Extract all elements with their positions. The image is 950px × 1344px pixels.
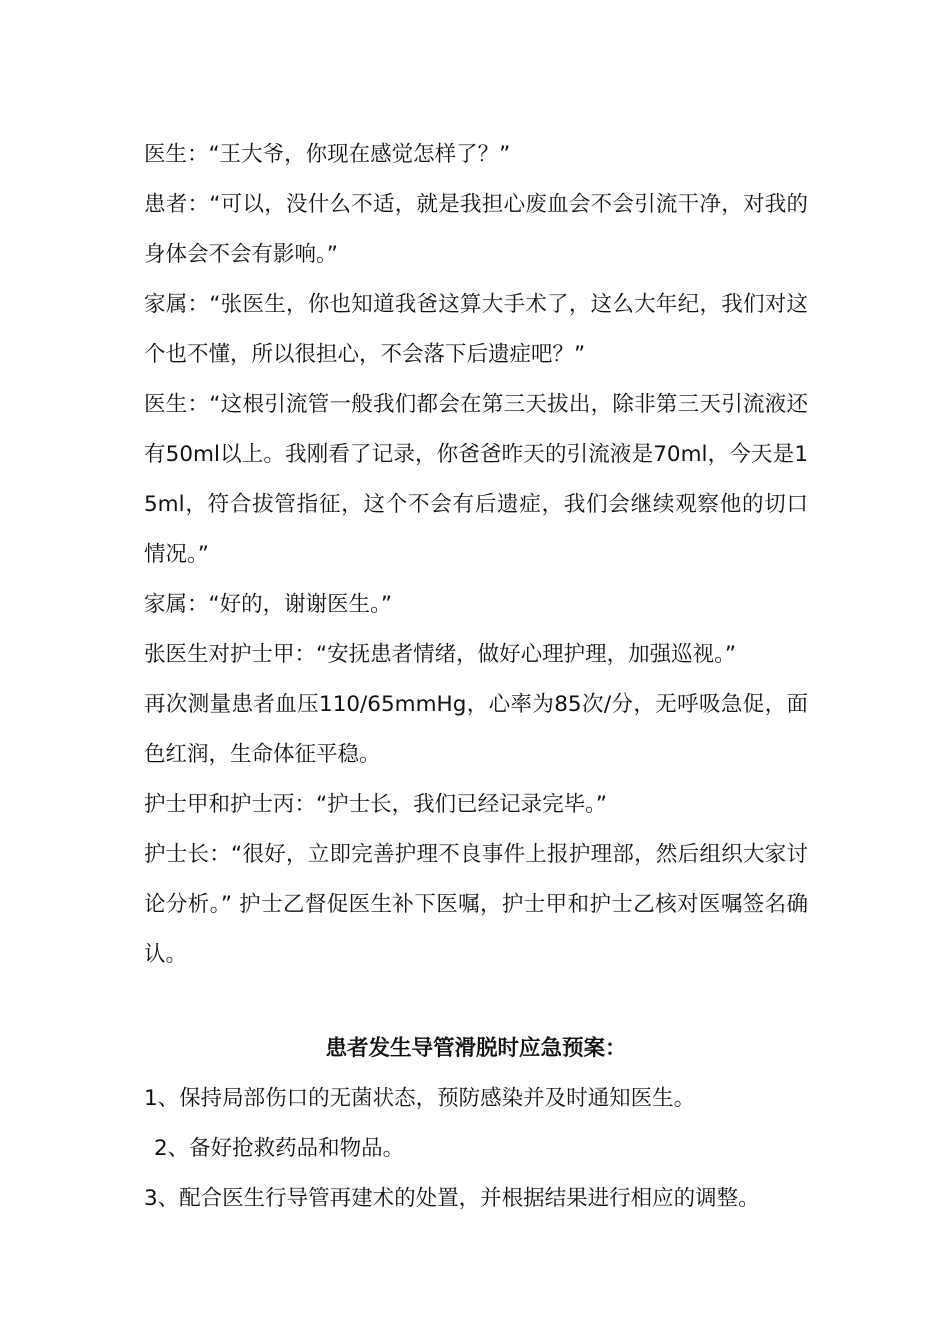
dialogue-body [144, 130, 808, 980]
paragraph-doctor-explanation: 医生：“这根引流管一般我们都会在第三天拔出，除非第三天引流液还有50ml以上。我刚看了记录，你爸爸昨天的引流液是70ml，今天是15ml，符合拔管指征，这个不会有后遗症，我们会继续观察他的切口情况。” [144, 392, 808, 567]
paragraph-head-nurse: 护士长：“很好，立即完善护理不良事件上报护理部，然后组织大家讨论分析。” 护士乙督促医生补下医嘱，护士甲和护士乙核对医嘱签名确认。 [144, 842, 808, 967]
plan-item-2: 2、备好抢救药品和物品。 [154, 1136, 405, 1161]
paragraph-vital-signs: 再次测量患者血压110/65mmHg，心率为85次/分，无呼吸急促，面色红润，生命体征平稳。 [144, 692, 808, 767]
paragraph-patient-reply: 患者：“可以，没什么不适，就是我担心废血会不会引流干净，对我的身体会不会有影响。” [144, 192, 808, 267]
paragraph-doctor-instruction: 张医生对护士甲：“安抚患者情绪，做好心理护理，加强巡视。” [144, 642, 737, 667]
section-title: 患者发生导管滑脱时应急预案： [325, 1036, 627, 1061]
paragraph-family-concern: 家属：“张医生，你也知道我爸这算大手术了，这么大年纪，我们对这个也不懂，所以很担心，不会落下后遗症吧？” [144, 292, 808, 367]
paragraph-family-thanks: 家属：“好的，谢谢医生。” [144, 592, 393, 617]
plan-item-3: 3、配合医生行导管再建术的处置，并根据结果进行相应的调整。 [144, 1186, 760, 1211]
emergency-plan-list [144, 1074, 808, 1224]
paragraph-doctor-question: 医生：“王大爷，你现在感觉怎样了？” [144, 142, 511, 167]
paragraph-nurses-report: 护士甲和护士丙：“护士长，我们已经记录完毕。” [144, 792, 608, 817]
plan-item-1: 1、保持局部伤口的无菌状态，预防感染并及时通知医生。 [144, 1086, 696, 1111]
